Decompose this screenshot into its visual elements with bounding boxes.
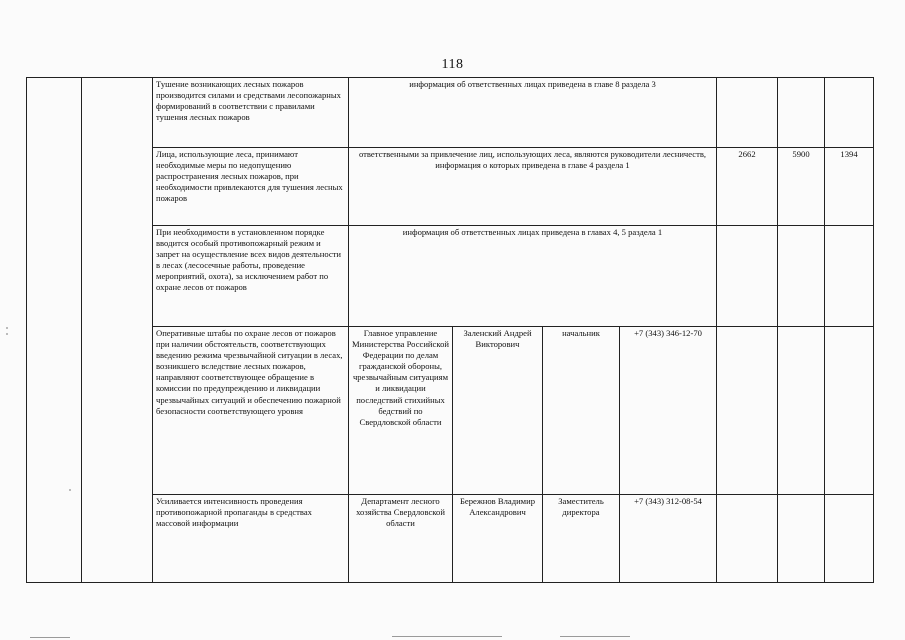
responsible-info-cell: информация об ответственных лицах приведена в главах 4, 5 раздела 1 <box>349 226 717 327</box>
figure-cell-3 <box>825 327 874 495</box>
figure-cell-1 <box>717 327 778 495</box>
organization-cell: Главное управление Министерства Российской Федерации по делам гражданской обороны, чрезвычайным ситуациям и ликвидации последствий стихийных бедствий по Свердловской области <box>349 327 453 495</box>
figure-cell-2 <box>778 78 825 148</box>
responsible-info-cell: информация об ответственных лицах приведена в главе 8 раздела 3 <box>349 78 717 148</box>
index-cell <box>27 78 82 583</box>
table-row <box>27 148 874 226</box>
figure-cell-2 <box>778 495 825 583</box>
table-row <box>27 327 874 495</box>
measure-cell: При необходимости в установленном порядке вводится особый противопожарный режим и запрет на осуществление всех видов деятельности в лесах (лесосечные работы, проведение мероприятий, охота), за исключением работ по охране лесов от пожаров <box>153 226 349 327</box>
figure-cell-3 <box>825 226 874 327</box>
person-cell: Бережнов Владимир Александрович <box>453 495 543 583</box>
figure-cell-3: 1394 <box>825 148 874 226</box>
position-cell: начальник <box>543 327 620 495</box>
phone-cell: +7 (343) 346-12-70 <box>620 327 717 495</box>
fire-measures-table <box>26 77 874 583</box>
category-cell <box>82 78 153 583</box>
responsible-info-cell: ответственными за привлечение лиц, использующих леса, являются руководители лесничеств, информация о которых приведена в главе 4 раздела 1 <box>349 148 717 226</box>
table-row <box>27 78 874 148</box>
position-cell: Заместитель директора <box>543 495 620 583</box>
figure-cell-2: 5900 <box>778 148 825 226</box>
figure-cell-2 <box>778 226 825 327</box>
measure-cell: Тушение возникающих лесных пожаров производится силами и средствами лесопожарных формирований в соответствии с правилами тушения лесных пожаров <box>153 78 349 148</box>
figure-cell-2 <box>778 327 825 495</box>
table-row <box>27 226 874 327</box>
figure-cell-1 <box>717 495 778 583</box>
scan-artifact-line <box>560 636 630 637</box>
figure-cell-1 <box>717 226 778 327</box>
table-body <box>27 78 874 583</box>
measure-cell: Лица, использующие леса, принимают необходимые меры по недопущению распространения лесных пожаров, при необходимости привлекаются для тушения лесных пожаров <box>153 148 349 226</box>
table-row <box>27 495 874 583</box>
scan-artifact-dot <box>6 327 8 329</box>
scan-artifact-dot <box>6 333 8 335</box>
measure-cell: Оперативные штабы по охране лесов от пожаров при наличии обстоятельств, соответствующих введению режима чрезвычайной ситуации в лесах, возникшего вследствие лесных пожаров, направляют соответствующее обращение в комиссии по предупреждению и ликвидации чрезвычайных ситуаций и обеспечению пожарной безопасности соответствующего уровня <box>153 327 349 495</box>
figure-cell-3 <box>825 78 874 148</box>
scan-artifact-line <box>30 637 70 638</box>
page-number: 118 <box>441 57 464 72</box>
scan-artifact-dot <box>69 489 71 491</box>
figure-cell-1: 2662 <box>717 148 778 226</box>
phone-cell: +7 (343) 312-08-54 <box>620 495 717 583</box>
figure-cell-3 <box>825 495 874 583</box>
organization-cell: Департамент лесного хозяйства Свердловской области <box>349 495 453 583</box>
measure-cell: Усиливается интенсивность проведения противопожарной пропаганды в средствах массовой информации <box>153 495 349 583</box>
figure-cell-1 <box>717 78 778 148</box>
scan-artifact-line <box>392 636 502 637</box>
person-cell: Заленский Андрей Викторович <box>453 327 543 495</box>
